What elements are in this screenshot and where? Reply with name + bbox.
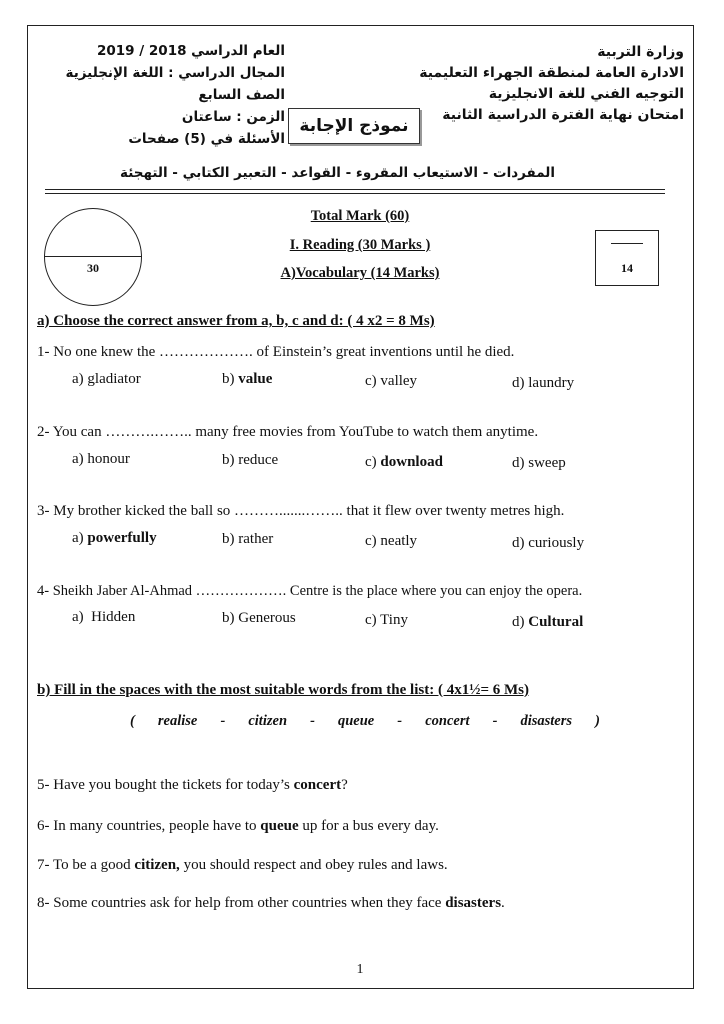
sentence-text: you should respect and obey rules and laws.: [179, 857, 448, 873]
option-d: [512, 455, 566, 472]
total-mark: Total Mark (60): [310, 208, 410, 224]
option-letter: c): [365, 533, 377, 549]
directorate-line: الادارة العامة لمنطقة الجهراء التعليمية: [419, 65, 684, 81]
sentence-text: up for a bus every day.: [298, 818, 439, 834]
page-number: 1: [356, 962, 364, 977]
word-list-open: (: [130, 713, 135, 729]
score-circle-value: 30: [87, 261, 99, 275]
word-list-separator: -: [310, 713, 315, 729]
option-letter: a): [72, 609, 84, 625]
sentence-text: 8- Some countries ask for help from other countries when they face: [37, 895, 446, 911]
option-b: [222, 610, 296, 627]
word-list-item: queue: [337, 713, 375, 729]
word-list-separator: -: [397, 713, 403, 729]
option-a: [72, 609, 135, 626]
answer-key-stamp: نموذج الإجابة: [288, 108, 420, 144]
option-c: [365, 533, 417, 550]
score-box: [595, 230, 659, 286]
correct-answer: value: [238, 371, 273, 387]
option-letter: d): [512, 455, 525, 471]
score-box-line: [611, 243, 643, 244]
option-letter: b): [222, 452, 235, 468]
exam-info-header: [60, 40, 285, 150]
time-line: الزمن : ساعتان: [181, 109, 285, 125]
option-d: [512, 614, 583, 631]
sentence-text: .: [501, 895, 505, 911]
sentence-text: 5- Have you bought the tickets for today’s: [37, 777, 294, 793]
word-list-item: realise: [157, 713, 198, 729]
filled-answer: queue: [260, 818, 299, 834]
option-c: [365, 373, 417, 390]
sentence-6: [37, 818, 439, 835]
correct-answer: download: [380, 454, 443, 470]
option-d: [512, 375, 574, 392]
option-word: neatly: [380, 533, 418, 549]
question-1: 1- No one knew the ………………. of Einstein’s great inventions until he died.: [37, 344, 515, 360]
correct-answer: Cultural: [528, 614, 584, 630]
pages-line: الأسئلة في (5) صفحات: [128, 131, 285, 147]
question-4: 4- Sheikh Jaber Al-Ahmad ………………. Centre is the place where you can enjoy the opera.: [37, 583, 583, 599]
academic-year: العام الدراسي 2018 / 2019: [96, 43, 285, 59]
filled-answer: citizen,: [134, 857, 180, 873]
option-word: honour: [87, 451, 130, 467]
score-circle: [44, 208, 142, 306]
ministry-line: وزارة التربية: [597, 44, 684, 60]
ministry-header: [384, 42, 684, 126]
word-list-item: concert: [425, 713, 470, 729]
reading-title: I. Reading (30 Marks ): [289, 237, 431, 253]
divider-line: [45, 193, 665, 194]
option-word: valley: [380, 373, 418, 389]
question-2: 2- You can ……….…….. many free movies from YouTube to watch them anytime.: [37, 424, 539, 440]
option-word: curiously: [528, 535, 585, 551]
option-letter: c): [365, 454, 377, 470]
word-list-item: citizen: [248, 713, 288, 729]
skills-line: المفردات - الاستيعاب المقروء - القواعد - التعبير الكتابي - التهجئة: [120, 165, 555, 181]
filled-answer: disasters: [445, 895, 502, 911]
option-letter: b): [222, 371, 235, 387]
option-c: [365, 612, 408, 629]
sentence-text: 7- To be a good: [37, 857, 135, 873]
option-letter: d): [512, 614, 525, 630]
section-b-heading: b) Fill in the spaces with the most suitable words from the list: ( 4x1½= 6 Ms): [37, 682, 529, 698]
sentence-8: [37, 895, 505, 912]
option-word: reduce: [238, 452, 279, 468]
subject-line: المجال الدراسي : اللغة الإنجليزية: [65, 65, 285, 81]
score-circle-divider: [45, 256, 141, 257]
option-letter: c): [365, 612, 377, 628]
option-letter: d): [512, 375, 525, 391]
option-a: [72, 371, 141, 388]
sentence-text: ?: [341, 777, 348, 793]
option-b: [222, 371, 272, 388]
sentence-5: [37, 777, 348, 794]
supervision-line: التوجيه الفني للغة الانجليزية: [488, 86, 684, 102]
question-3: 3- My brother kicked the ball so ……….......…….. that it flew over twenty metres high.: [37, 503, 565, 519]
option-c: [365, 454, 443, 471]
sentence-7: [37, 857, 448, 874]
filled-answer: concert: [293, 777, 342, 793]
option-word: Tiny: [380, 612, 408, 628]
option-a: [72, 530, 157, 547]
option-letter: d): [512, 535, 525, 551]
option-d: [512, 535, 584, 552]
score-box-value: 14: [621, 261, 633, 275]
word-list-separator: -: [220, 713, 226, 729]
option-letter: a): [72, 530, 84, 546]
option-letter: a): [72, 371, 84, 387]
grade-line: الصف السابع: [198, 87, 285, 103]
option-letter: a): [72, 451, 84, 467]
option-word: Generous: [238, 610, 296, 626]
word-list: [130, 713, 600, 730]
divider-line: [45, 189, 665, 190]
option-word: laundry: [528, 375, 575, 391]
option-letter: c): [365, 373, 377, 389]
word-list-item: disasters: [520, 713, 573, 729]
option-a: [72, 451, 130, 468]
option-b: [222, 531, 273, 548]
correct-answer: powerfully: [87, 530, 157, 546]
option-word: rather: [238, 531, 274, 547]
option-letter: b): [222, 531, 235, 547]
word-list-separator: -: [492, 713, 498, 729]
option-b: [222, 452, 278, 469]
section-a-heading: a) Choose the correct answer from a, b, c and d: ( 4 x2 = 8 Ms): [37, 313, 435, 329]
option-word: sweep: [528, 455, 566, 471]
exam-title-line: امتحان نهاية الفترة الدراسية الثانية: [442, 107, 684, 123]
option-word: Hidden: [91, 609, 136, 625]
option-letter: b): [222, 610, 235, 626]
sentence-text: 6- In many countries, people have to: [37, 818, 261, 834]
vocabulary-title: A)Vocabulary (14 Marks): [280, 265, 440, 281]
option-word: gladiator: [87, 371, 141, 387]
word-list-close: ): [595, 713, 600, 729]
